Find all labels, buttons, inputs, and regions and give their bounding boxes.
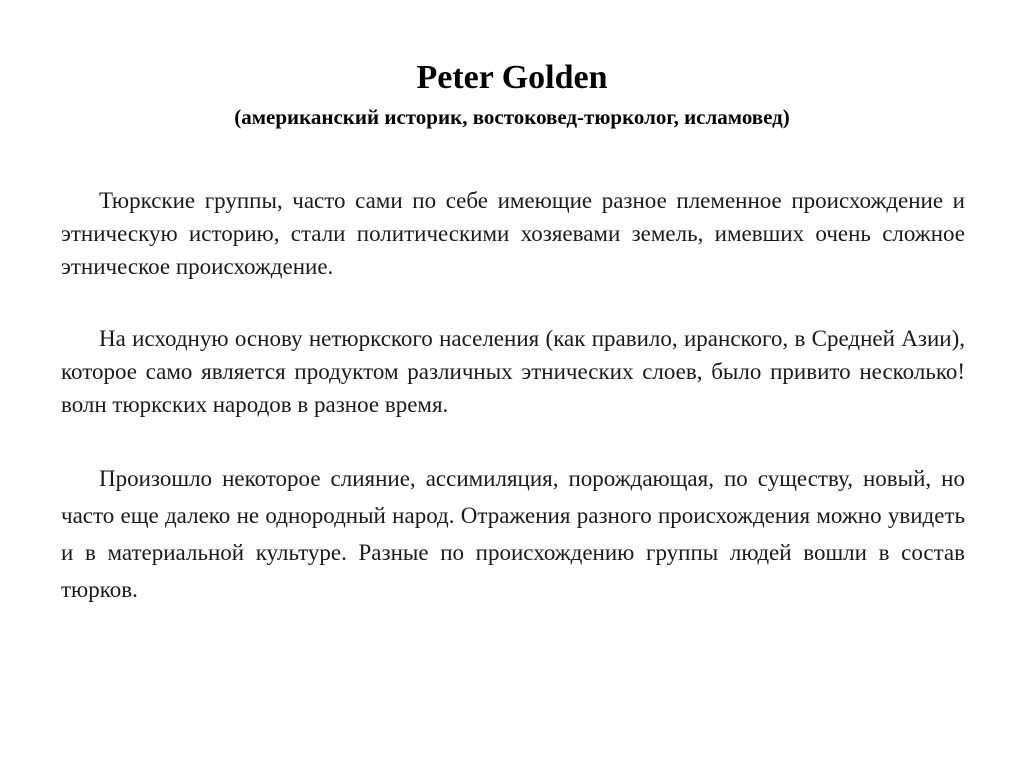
- slide-subtitle: (американский историк, востоковед-тюрколог, исламовед): [234, 105, 790, 129]
- slide-title: Peter Golden: [416, 59, 608, 96]
- body-text: [61, 184, 965, 608]
- paragraph: Произошло некоторое слияние, ассимиляция, порождающая, по существу, новый, но часто еще далеко не однородный народ. Отражения разного происхождения можно увидеть и в материальной культуре. Разные по происхождению группы людей вошли в состав тюрков.: [61, 466, 965, 602]
- paragraph: На исходную основу нетюркского населения (как правило, иранского, в Средней Азии), которое само является продуктом различных этнических слоев, было привито несколько! волн тюркских народов в разное время.: [61, 326, 965, 417]
- paragraph: Тюркские группы, часто сами по себе имеющие разное племенное происхождение и этническую историю, стали политическими хозяевами земель, имевших очень сложное этническое происхождение.: [61, 188, 965, 279]
- title-block: [0, 58, 1024, 130]
